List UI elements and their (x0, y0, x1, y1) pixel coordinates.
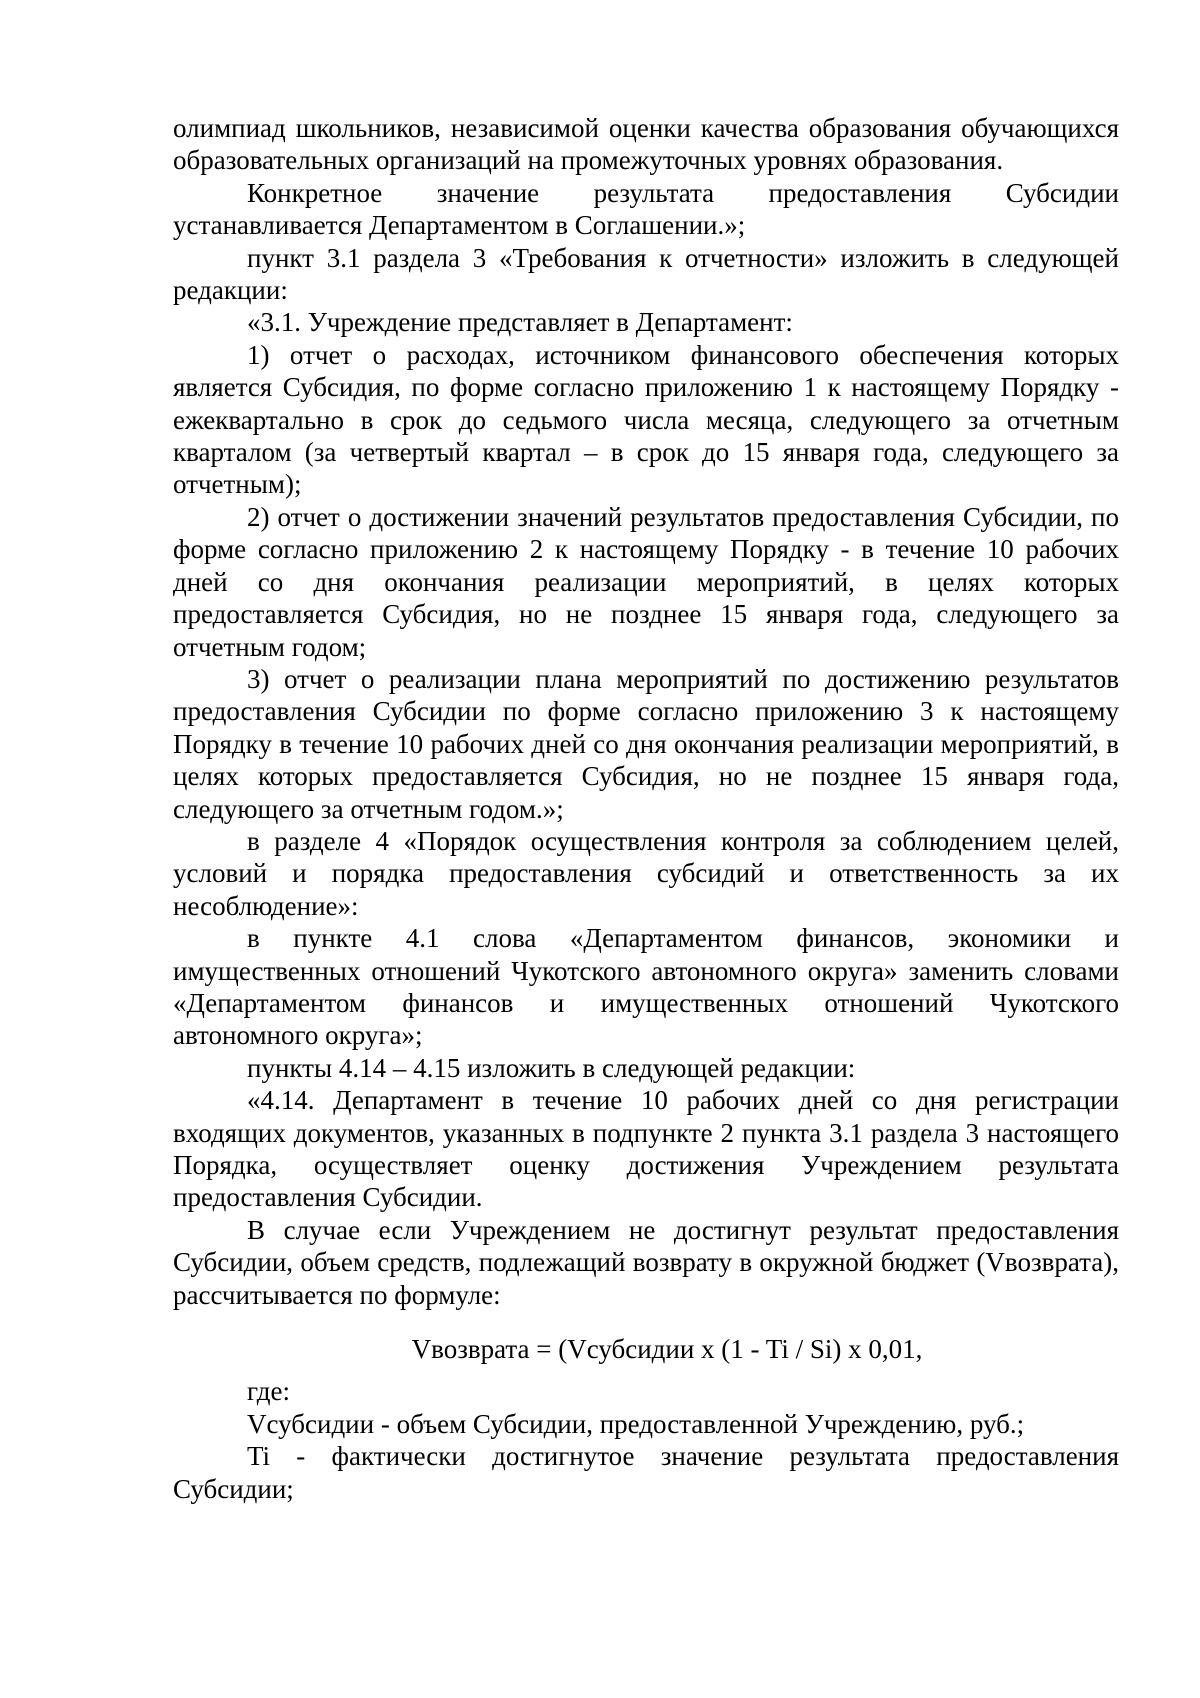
paragraph-10: пункты 4.14 – 4.15 изложить в следующей редакции: (247, 1052, 856, 1083)
paragraph-2: Конкретное значение результата предоставления Субсидии устанавливается Департаментом в Соглашении.»; (173, 177, 1119, 241)
paragraph-where: где: (247, 1376, 290, 1407)
formula: Vвозврата = (Vсубсидии x (1 - Ti / Si) x 0,01, (411, 1334, 923, 1365)
paragraph-8: в разделе 4 «Порядок осуществления контроля за соблюдением целей, условий и порядка предоставления субсидий и ответственность за их несоблюдение»: (173, 825, 1119, 921)
paragraph-3: пункт 3.1 раздела 3 «Требования к отчетности» изложить в следующей редакции: (173, 242, 1119, 306)
paragraph-vsubsidy-definition: Vсубсидии - объем Субсидии, предоставленной Учреждению, руб.; (247, 1408, 1025, 1439)
paragraph-12: В случае если Учреждением не достигнут результат предоставления Субсидии, объем средств, подлежащий возврату в окружной бюджет (Vвозврата), рассчитывается по формуле: (173, 1214, 1119, 1310)
paragraph-ti-definition: Ti - фактически достигнутое значение результата предоставления Субсидии; (173, 1441, 1119, 1504)
paragraph-7: 3) отчет о реализации плана мероприятий по достижению результатов предоставления Субсидии по форме согласно приложению 3 к настоящему Порядку в течение 10 рабочих дней со дня окончания реализации мероприятий, в целях которых предоставляется Субсидия, но не позднее 15 января года, следующего за отчетным годом.»; (173, 663, 1119, 824)
paragraph-9: в пункте 4.1 слова «Департаментом финансов, экономики и имущественных отношений Чукотского автономного округа» заменить словами «Департаментом финансов и имущественных отношений Чукотского автономного округа»; (173, 923, 1119, 1051)
paragraph-4: «3.1. Учреждение представляет в Департамент: (247, 307, 793, 338)
document-body (173, 112, 1119, 1505)
paragraph-11: «4.14. Департамент в течение 10 рабочих дней со дня регистрации входящих документов, указанных в подпункте 2 пункта 3.1 раздела 3 настоящего Порядка, осуществляет оценку достижения Учреждением результата предоставления Субсидии. (173, 1085, 1119, 1213)
paragraph-1: олимпиад школьников, независимой оценки качества образования обучающихся образовательных организаций на промежуточных уровнях образования. (173, 113, 1119, 176)
paragraph-5: 1) отчет о расходах, источником финансового обеспечения которых является Субсидия, по форме согласно приложению 1 к настоящему Порядку - ежеквартально в срок до седьмого числа месяца, следующего за отчетным кварталом (за четвертый квартал – в срок до 15 января года, следующего за отчетным); (173, 339, 1119, 500)
paragraph-6: 2) отчет о достижении значений результатов предоставления Субсидии, по форме согласно приложению 2 к настоящему Порядку - в течение 10 рабочих дней со дня окончания реализации мероприятий, в целях которых предоставляется Субсидия, но не позднее 15 января года, следующего за отчетным годом; (173, 501, 1119, 662)
